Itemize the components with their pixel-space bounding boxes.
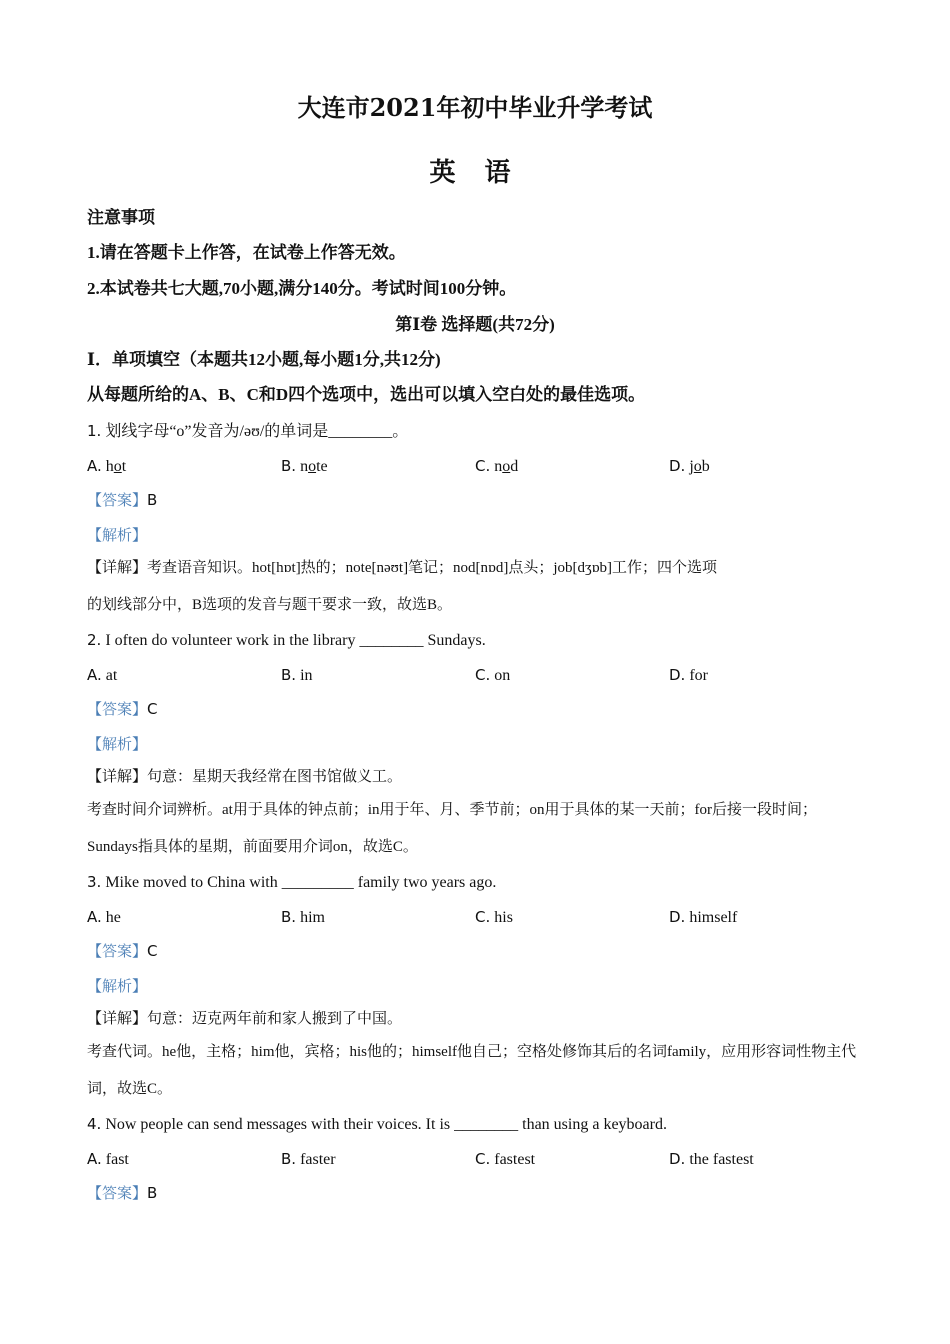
section-title: 第Ⅰ卷 选择题(共72分) bbox=[395, 315, 555, 334]
notice-item-2: 2.本试卷共七大题,70小题,满分140分。考试时间100分钟。 bbox=[87, 279, 517, 298]
q1-analysis-label: 【解析】 bbox=[87, 526, 148, 544]
question-stem: 划线字母“o”发音为/əʊ/的单词是________。 bbox=[105, 423, 409, 440]
q3-analysis-text: 考查代词。he他，主格；him他，宾格；his他的；himself他自己；空格处修饰其后的名词family，应用形容词性物主代词，故选C。 bbox=[87, 1044, 857, 1097]
q2-answer: 【答案】C bbox=[87, 700, 158, 718]
question-1 bbox=[87, 421, 863, 442]
q2-analysis-text: 考查时间介词辨析。at用于具体的钟点前；in用于年、月、季节前；on用于具体的某一天前；for后接一段时间；Sundays指具体的星期，前面要用介词on，故选C。 bbox=[87, 802, 817, 855]
q1-option-b: B. note bbox=[281, 457, 328, 475]
q4-option-b: B. faster bbox=[281, 1150, 336, 1168]
notice-heading: 注意事项 bbox=[87, 208, 155, 227]
q3-answer: 【答案】C bbox=[87, 942, 158, 960]
q1-option-a: A. hot bbox=[87, 457, 127, 475]
q4-option-c: C. fastest bbox=[475, 1150, 536, 1168]
q3-detail: 【详解】句意：迈克两年前和家人搬到了中国。 bbox=[87, 1011, 403, 1027]
q2-option-c: C. on bbox=[475, 666, 511, 684]
q1-option-c: C. nod bbox=[475, 457, 519, 475]
notice-item-1: 1.请在答题卡上作答，在试卷上作答无效。 bbox=[87, 243, 406, 262]
q2-option-b: B. in bbox=[281, 666, 313, 684]
q3-option-c: C. his bbox=[475, 908, 513, 926]
exam-title: 大连市2021年初中毕业升学考试 bbox=[297, 93, 653, 122]
question-number: 1. bbox=[87, 422, 102, 440]
q1-detail-cont: 的划线部分中，B选项的发音与题干要求一致，故选B。 bbox=[87, 597, 453, 613]
question-4: 4. Now people can send messages with their voices. It is ________ than using a keyboard. bbox=[87, 1115, 667, 1133]
part-heading: Ⅰ．单项填空（本题共12小题,每小题1分,共12分) bbox=[87, 350, 441, 369]
question-3: 3. Mike moved to China with _________ family two years ago. bbox=[87, 873, 497, 891]
instruction: 从每题所给的A、B、C和D四个选项中，选出可以填入空白处的最佳选项。 bbox=[87, 385, 646, 404]
q3-option-b: B. him bbox=[281, 908, 325, 926]
q2-detail: 【详解】句意：星期天我经常在图书馆做义工。 bbox=[87, 769, 403, 785]
q1-detail: 【详解】考查语音知识。hot[hɒt]热的；note[nəʊt]笔记；nod[nɒd]点头；job[dʒɒb]工作；四个选项 bbox=[87, 560, 718, 576]
q3-option-d: D. himself bbox=[669, 908, 738, 926]
q2-analysis-label: 【解析】 bbox=[87, 735, 148, 753]
q4-answer: 【答案】B bbox=[87, 1184, 158, 1202]
q4-option-d: D. the fastest bbox=[669, 1150, 754, 1168]
subject-title: 英 语 bbox=[429, 158, 521, 188]
q3-option-a: A. he bbox=[87, 908, 121, 926]
q1-answer: 【答案】B bbox=[87, 491, 158, 509]
q4-option-a: A. fast bbox=[87, 1150, 129, 1168]
q2-option-d: D. for bbox=[669, 666, 708, 684]
question-2: 2. I often do volunteer work in the library ________ Sundays. bbox=[87, 631, 486, 649]
q3-analysis-label: 【解析】 bbox=[87, 977, 148, 995]
q1-option-d: D. job bbox=[669, 457, 710, 475]
q2-option-a: A. at bbox=[87, 666, 118, 684]
